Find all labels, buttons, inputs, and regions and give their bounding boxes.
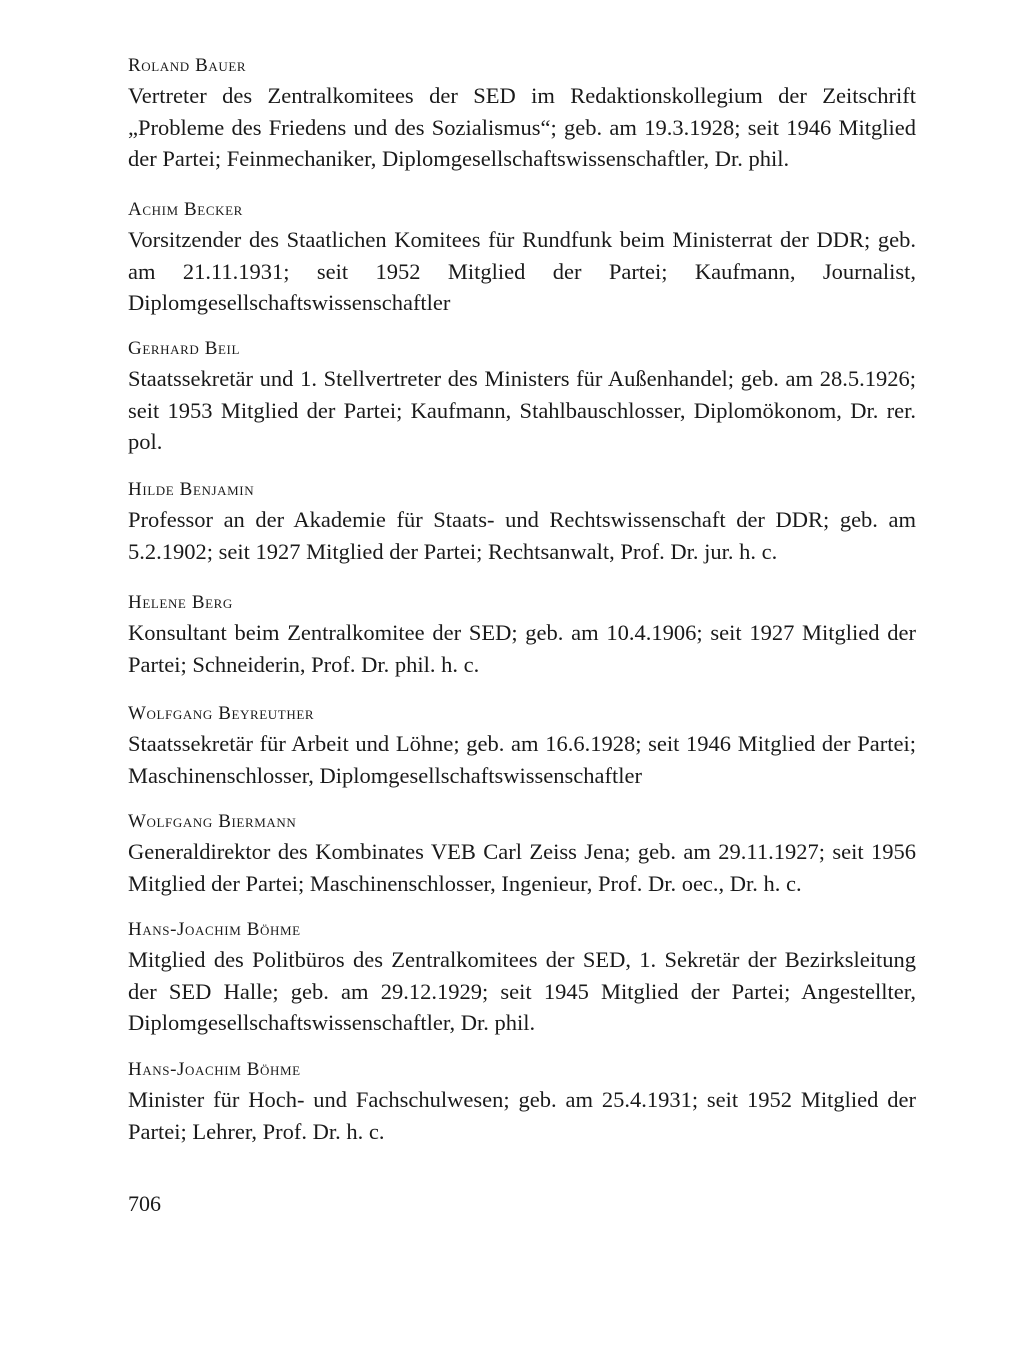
person-name: Hilde Benjamin bbox=[128, 479, 255, 500]
person-biography: Vorsitzender des Staatlichen Komitees für Rundfunk beim Ministerrat der DDR; geb. am 21.11.1931; seit 1952 Mitglied der Partei; Kaufmann, Journalist, Diplomgesellschaftswissenschaftler bbox=[128, 227, 916, 315]
biography-entry bbox=[128, 1056, 916, 1147]
biography-entry bbox=[128, 476, 916, 567]
biography-entry bbox=[128, 52, 916, 175]
person-name: Wolfgang Biermann bbox=[128, 811, 297, 832]
person-biography: Staatssekretär und 1. Stellvertreter des Ministers für Außenhandel; geb. am 28.5.1926; seit 1953 Mitglied der Partei; Kaufmann, Stahlbauschlosser, Diplomökonom, Dr. rer. pol. bbox=[128, 366, 916, 454]
person-name: Hans-Joachim Böhme bbox=[128, 1059, 301, 1080]
page-number: 706 bbox=[128, 1191, 161, 1216]
person-name: Roland Bauer bbox=[128, 55, 247, 76]
biography-entry bbox=[128, 916, 916, 1039]
biography-entry bbox=[128, 700, 916, 791]
person-biography: Vertreter des Zentralkomitees der SED im Redaktionskollegium der Zeitschrift „Probleme des Friedens und des Sozialismus“; geb. am 19.3.1928; seit 1946 Mitglied der Partei; Feinmechaniker, Diplomgesellschaftswissenschaftler, Dr. phil. bbox=[128, 83, 916, 171]
person-name: Gerhard Beil bbox=[128, 338, 241, 359]
biography-entry bbox=[128, 196, 916, 319]
person-biography: Mitglied des Politbüros des Zentralkomitees der SED, 1. Sekretär der Bezirksleitung der SED Halle; geb. am 29.12.1929; seit 1945 Mitglied der Partei; Angestellter, Diplomgesellschaftswissenschaftler, Dr. phil. bbox=[128, 947, 916, 1035]
person-name: Helene Berg bbox=[128, 592, 233, 613]
biography-entry bbox=[128, 335, 916, 458]
person-biography: Konsultant beim Zentralkomitee der SED; geb. am 10.4.1906; seit 1927 Mitglied der Partei; Schneiderin, Prof. Dr. phil. h. c. bbox=[128, 620, 916, 677]
person-biography: Professor an der Akademie für Staats- und Rechtswissenschaft der DDR; geb. am 5.2.1902; seit 1927 Mitglied der Partei; Rechtsanwalt, Prof. Dr. jur. h. c. bbox=[128, 507, 916, 564]
person-name: Wolfgang Beyreuther bbox=[128, 703, 315, 724]
biography-entry bbox=[128, 808, 916, 899]
person-biography: Generaldirektor des Kombinates VEB Carl Zeiss Jena; geb. am 29.11.1927; seit 1956 Mitglied der Partei; Maschinenschlosser, Ingenieur, Prof. Dr. oec., Dr. h. c. bbox=[128, 839, 916, 896]
person-biography: Staatssekretär für Arbeit und Löhne; geb. am 16.6.1928; seit 1946 Mitglied der Partei; Maschinenschlosser, Diplomgesellschaftswissenschaftler bbox=[128, 731, 916, 788]
biography-entry bbox=[128, 589, 916, 680]
person-name: Achim Becker bbox=[128, 199, 243, 220]
person-biography: Minister für Hoch- und Fachschulwesen; geb. am 25.4.1931; seit 1952 Mitglied der Partei; Lehrer, Prof. Dr. h. c. bbox=[128, 1087, 916, 1144]
person-name: Hans-Joachim Böhme bbox=[128, 919, 301, 940]
